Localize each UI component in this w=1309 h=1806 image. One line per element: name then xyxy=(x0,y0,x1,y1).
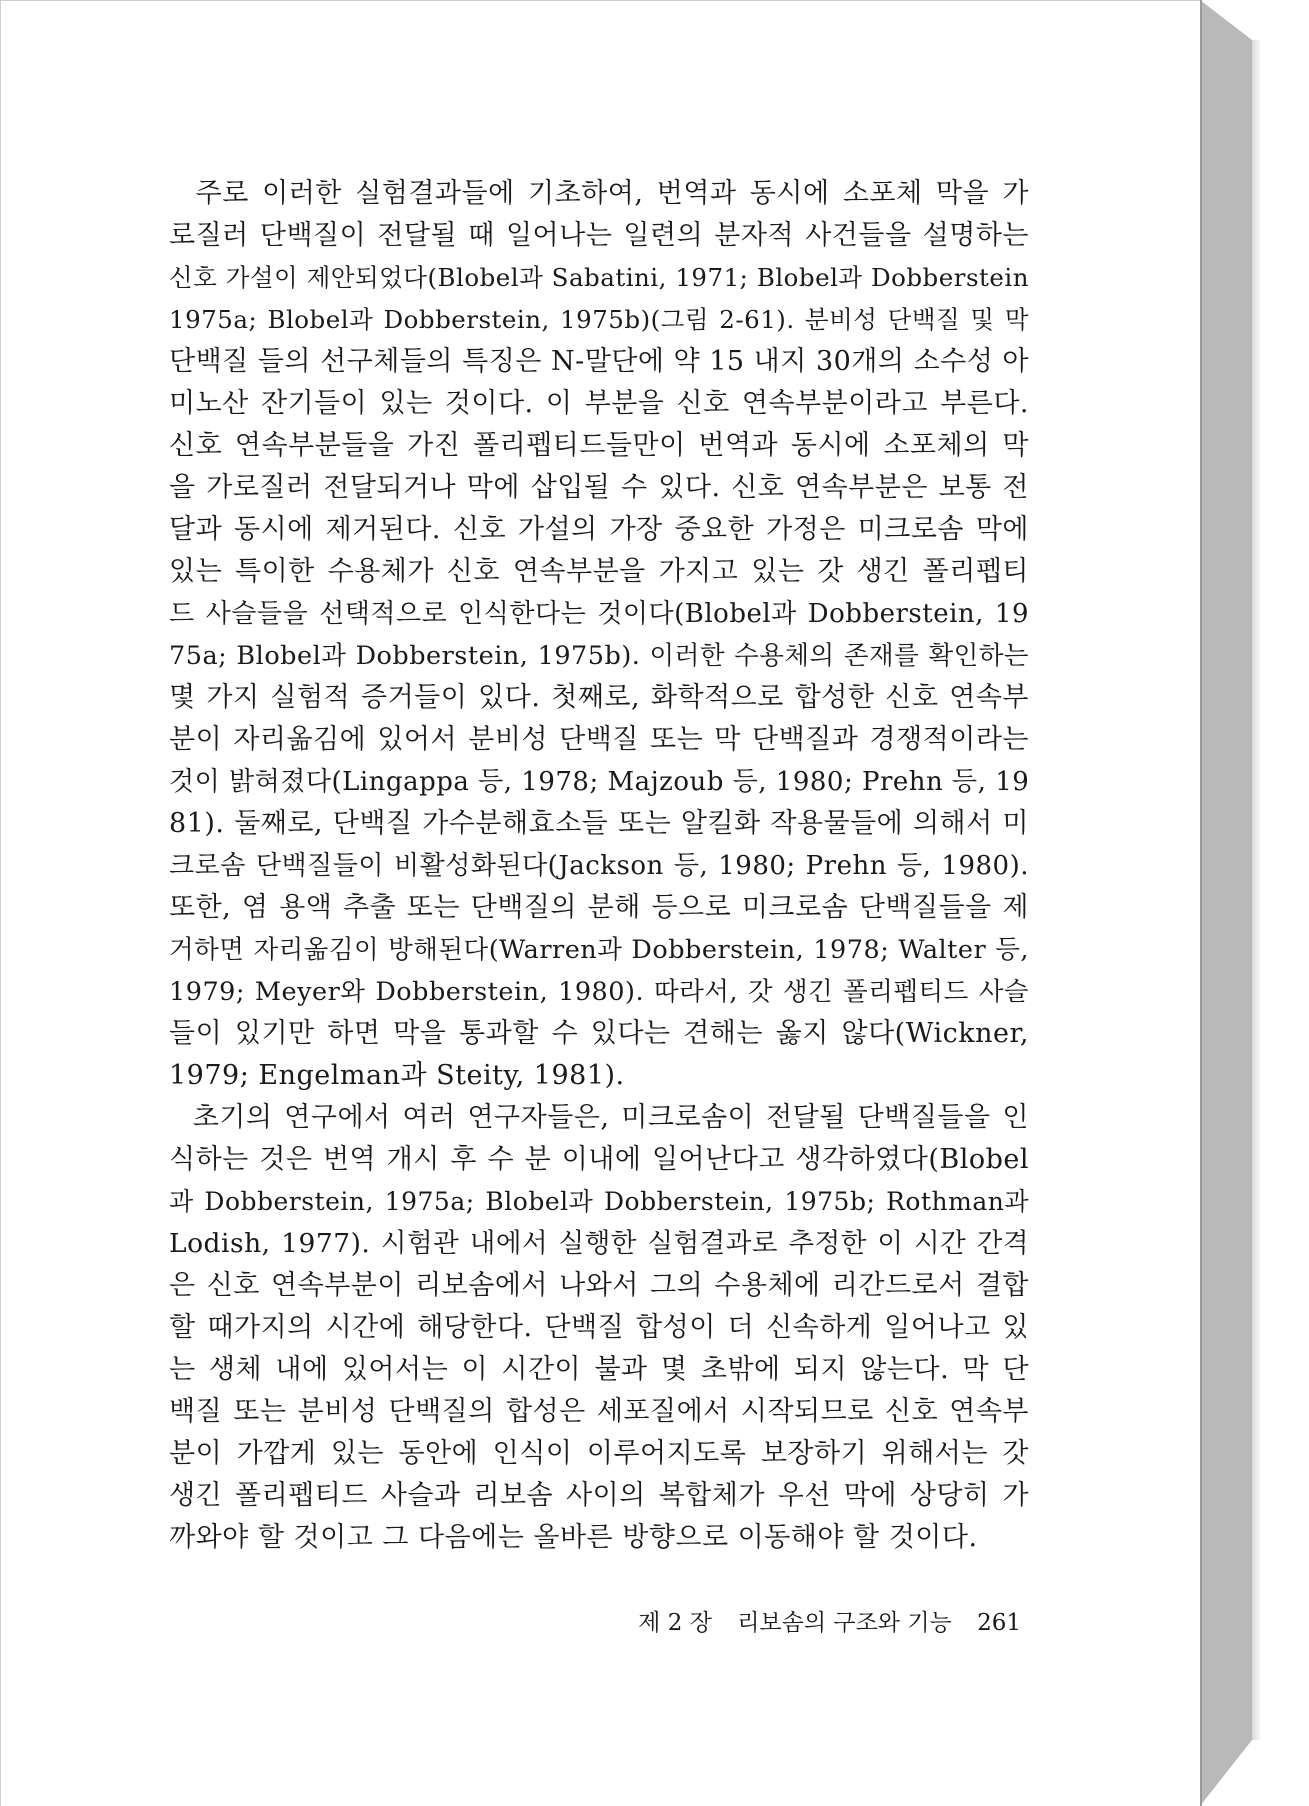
text-line: 분이 자리옮김에 있어서 분비성 단백질 또는 막 단백질과 경쟁적이라는 xyxy=(169,724,1029,755)
text-line: 1979; Meyer와 Dobberstein, 1980). 따라서, 갓 생긴 폴리펩티드 사슬 xyxy=(169,977,1029,1007)
text-line: 있는 특이한 수용체가 신호 연속부분을 가지고 있는 갓 생긴 폴리펩티 xyxy=(169,556,1029,587)
text-line: Lodish, 1977). 시험관 내에서 실행한 실험결과로 추정한 이 시간 간격 xyxy=(169,1228,1029,1259)
text-line: 크로솜 단백질들이 비활성화된다(Jackson 등, 1980; Prehn 등, 1980). xyxy=(169,851,1029,881)
text-line: 미노산 잔기들이 있는 것이다. 이 부분을 신호 연속부분이라고 부른다. xyxy=(169,388,1029,419)
text-line: 할 때가지의 시간에 해당한다. 단백질 합성이 더 신속하게 일어나고 있 xyxy=(169,1312,1029,1343)
text-line: 은 신호 연속부분이 리보솜에서 나와서 그의 수용체에 리간드로서 결합 xyxy=(169,1270,1029,1301)
text-line: 드 사슬들을 선택적으로 인식한다는 것이다(Blobel과 Dobberstein, 19 xyxy=(169,599,1029,629)
text-line: 생긴 폴리펩티드 사슬과 리보솜 사이의 복합체가 우선 막에 상당히 가 xyxy=(169,1480,1029,1511)
text-line: 것이 밝혀졌다(Lingappa 등, 1978; Majzoub 등, 1980; Prehn 등, 19 xyxy=(169,767,1030,797)
body-text xyxy=(169,173,1029,1559)
text-line: 1975a; Blobel과 Dobberstein, 1975b)(그림 2-61). 분비성 단백질 및 막 xyxy=(169,305,1029,334)
text-line: 까와야 할 것이고 그 다음에는 올바른 방향으로 이동해야 할 것이다. xyxy=(169,1522,978,1553)
text-line: 주로 이러한 실험결과들에 기초하여, 번역과 동시에 소포체 막을 가 xyxy=(169,178,1029,209)
text-line: 로질러 단백질이 전달될 때 일어나는 일련의 분자적 사건들을 설명하는 xyxy=(169,220,1029,251)
text-line: 들이 있기만 하면 막을 통과할 수 있다는 견해는 옳지 않다(Wickner, xyxy=(169,1018,1029,1049)
text-line: 달과 동시에 제거된다. 신호 가설의 가장 중요한 가정은 미크로솜 막에 xyxy=(169,514,1029,545)
text-line: 식하는 것은 번역 개시 후 수 분 이내에 일어난다고 생각하였다(Blobel xyxy=(169,1144,1029,1175)
text-line: 초기의 연구에서 여러 연구자들은, 미크로솜이 전달될 단백질들을 인 xyxy=(169,1102,1029,1133)
text-line: 신호 연속부분들을 가진 폴리펩티드들만이 번역과 동시에 소포체의 막 xyxy=(169,430,1029,461)
text-line: 분이 가깝게 있는 동안에 인식이 이루어지도록 보장하기 위해서는 갓 xyxy=(169,1438,1029,1469)
book-spine xyxy=(1200,0,1252,1806)
text-line: 백질 또는 분비성 단백질의 합성은 세포질에서 시작되므로 신호 연속부 xyxy=(169,1396,1029,1427)
chapter-label: 제 2 장 xyxy=(638,1610,712,1636)
page-number: 261 xyxy=(977,1610,1021,1636)
text-line: 몇 가지 실험적 증거들이 있다. 첫째로, 화학적으로 합성한 신호 연속부 xyxy=(169,682,1029,713)
page-footer xyxy=(601,1605,1021,1641)
text-line: 신호 가설이 제안되었다(Blobel과 Sabatini, 1971; Blobel과 Dobberstein xyxy=(169,263,1029,292)
text-line: 또한, 염 용액 추출 또는 단백질의 분해 등으로 미크로솜 단백질들을 제 xyxy=(169,892,1029,923)
paragraph-1 xyxy=(169,173,1029,1097)
text-line: 75a; Blobel과 Dobberstein, 1975b). 이러한 수용체의 존재를 확인하는 xyxy=(169,641,1029,671)
page-shadow xyxy=(1252,40,1262,1740)
paragraph-2 xyxy=(169,1097,1029,1559)
text-line: 을 가로질러 전달되거나 막에 삽입될 수 있다. 신호 연속부분은 보통 전 xyxy=(169,472,1029,503)
text-line: 는 생체 내에 있어서는 이 시간이 불과 몇 초밖에 되지 않는다. 막 단 xyxy=(169,1354,1029,1385)
text-line: 과 Dobberstein, 1975a; Blobel과 Dobberstein, 1975b; Rothman과 xyxy=(169,1187,1029,1216)
text-line: 81). 둘째로, 단백질 가수분해효소들 또는 알킬화 작용물들에 의해서 미 xyxy=(169,808,1029,839)
text-line: 거하면 자리옮김이 방해된다(Warren과 Dobberstein, 1978; Walter 등, xyxy=(169,935,1029,965)
text-line: 1979; Engelman과 Steity, 1981). xyxy=(169,1060,625,1091)
text-line: 단백질 들의 선구체들의 특징은 N-말단에 약 15 내지 30개의 소수성 아 xyxy=(169,346,1029,377)
spine-edge xyxy=(1200,0,1202,1806)
chapter-title: 리보솜의 구조와 기능 xyxy=(737,1610,952,1636)
